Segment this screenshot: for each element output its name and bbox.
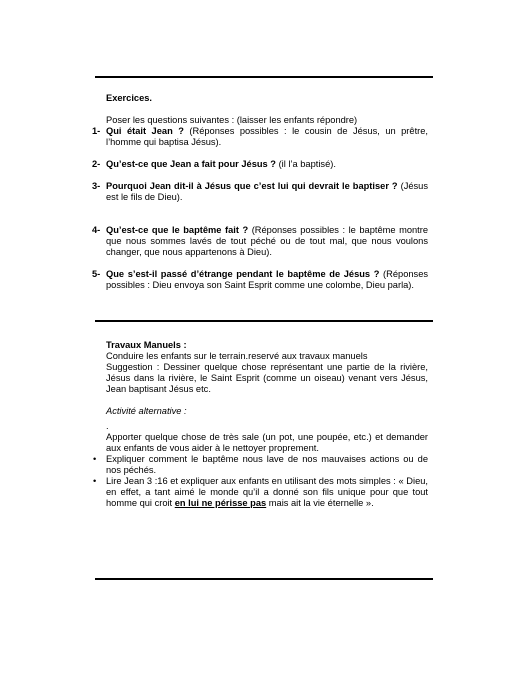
bullet-item-read	[92, 476, 428, 509]
exercises-section	[92, 93, 428, 291]
question-number: 2-	[92, 159, 101, 169]
question-answer: (Réponses possibles : Dieu envoya son Saint Esprit comme une colombe, Dieu parla).	[106, 269, 429, 290]
question-number: 1-	[92, 126, 101, 136]
question-answer: (il l’a baptisé).	[275, 159, 336, 169]
question-5	[92, 269, 428, 291]
bullet-item-explain	[92, 454, 428, 476]
question-text: Que s’est-il passé d’étrange pendant le baptême de Jésus ?	[106, 269, 380, 279]
question-3	[92, 181, 428, 203]
bullet-icon: •	[93, 454, 97, 464]
question-answer: (Jésus est le fils de Dieu).	[106, 181, 428, 202]
question-number: 5-	[92, 269, 101, 279]
bottom-divider	[95, 578, 433, 580]
underlined-quote: en lui ne périsse pas	[174, 498, 267, 508]
question-number: 3-	[92, 181, 101, 191]
crafts-instruction: Conduire les enfants sur le terrain.reservé aux travaux manuels	[106, 351, 368, 361]
question-text: Qu’est-ce que Jean a fait pour Jésus ?	[106, 159, 276, 169]
top-divider	[95, 76, 433, 78]
question-2	[92, 159, 428, 170]
question-text: Pourquoi Jean dit-il à Jésus que c’est lui qui devrait le baptiser ?	[106, 181, 398, 191]
crafts-section	[92, 340, 428, 509]
bullet-text: Expliquer comment le baptême nous lave de nos mauvaises actions ou de nos péchés.	[106, 454, 428, 475]
alternative-activity-text: Apporter quelque chose de très sale (un pot, une poupée, etc.) et demander aux enfants de vous aider à le nettoyer proprement.	[106, 432, 428, 453]
question-4	[92, 225, 428, 258]
crafts-suggestion: Suggestion : Dessiner quelque chose représentant une partie de la rivière, Jésus dans la rivière, le Saint Esprit (comme un oiseau) venant vers Jésus, Jean baptisant Jésus etc.	[106, 362, 428, 394]
middle-divider	[95, 320, 433, 322]
question-text: Qu’est-ce que le baptême fait ?	[106, 225, 249, 235]
exercises-title: Exercices.	[106, 93, 153, 103]
dot-line: .	[106, 421, 109, 431]
question-answer: (Réponses possibles : le cousin de Jésus, un prêtre, l’homme qui baptisa Jésus).	[106, 126, 428, 147]
question-1	[92, 126, 428, 148]
bullet-text: Lire Jean 3 :16 et expliquer aux enfants en utilisant des mots simples : « Dieu, en effet, a tant aimé le monde qu’il a donné son fils unique pour que tout homme qui croit	[106, 476, 428, 508]
question-number: 4-	[92, 225, 101, 235]
crafts-title: Travaux Manuels :	[106, 340, 187, 350]
question-text: Qui était Jean ?	[106, 126, 184, 136]
question-answer: (Réponses possibles : le baptême montre que nous sommes lavés de tout péché ou de tout mal, que nous voulons changer, que nous appartenons à Dieu).	[106, 225, 429, 257]
bullet-text-end: mais ait la vie éternelle ».	[266, 498, 374, 508]
exercises-intro: Poser les questions suivantes : (laisser les enfants répondre)	[106, 115, 358, 125]
bullet-icon: •	[93, 476, 97, 486]
alternative-activity-title: Activité alternative :	[106, 406, 187, 416]
